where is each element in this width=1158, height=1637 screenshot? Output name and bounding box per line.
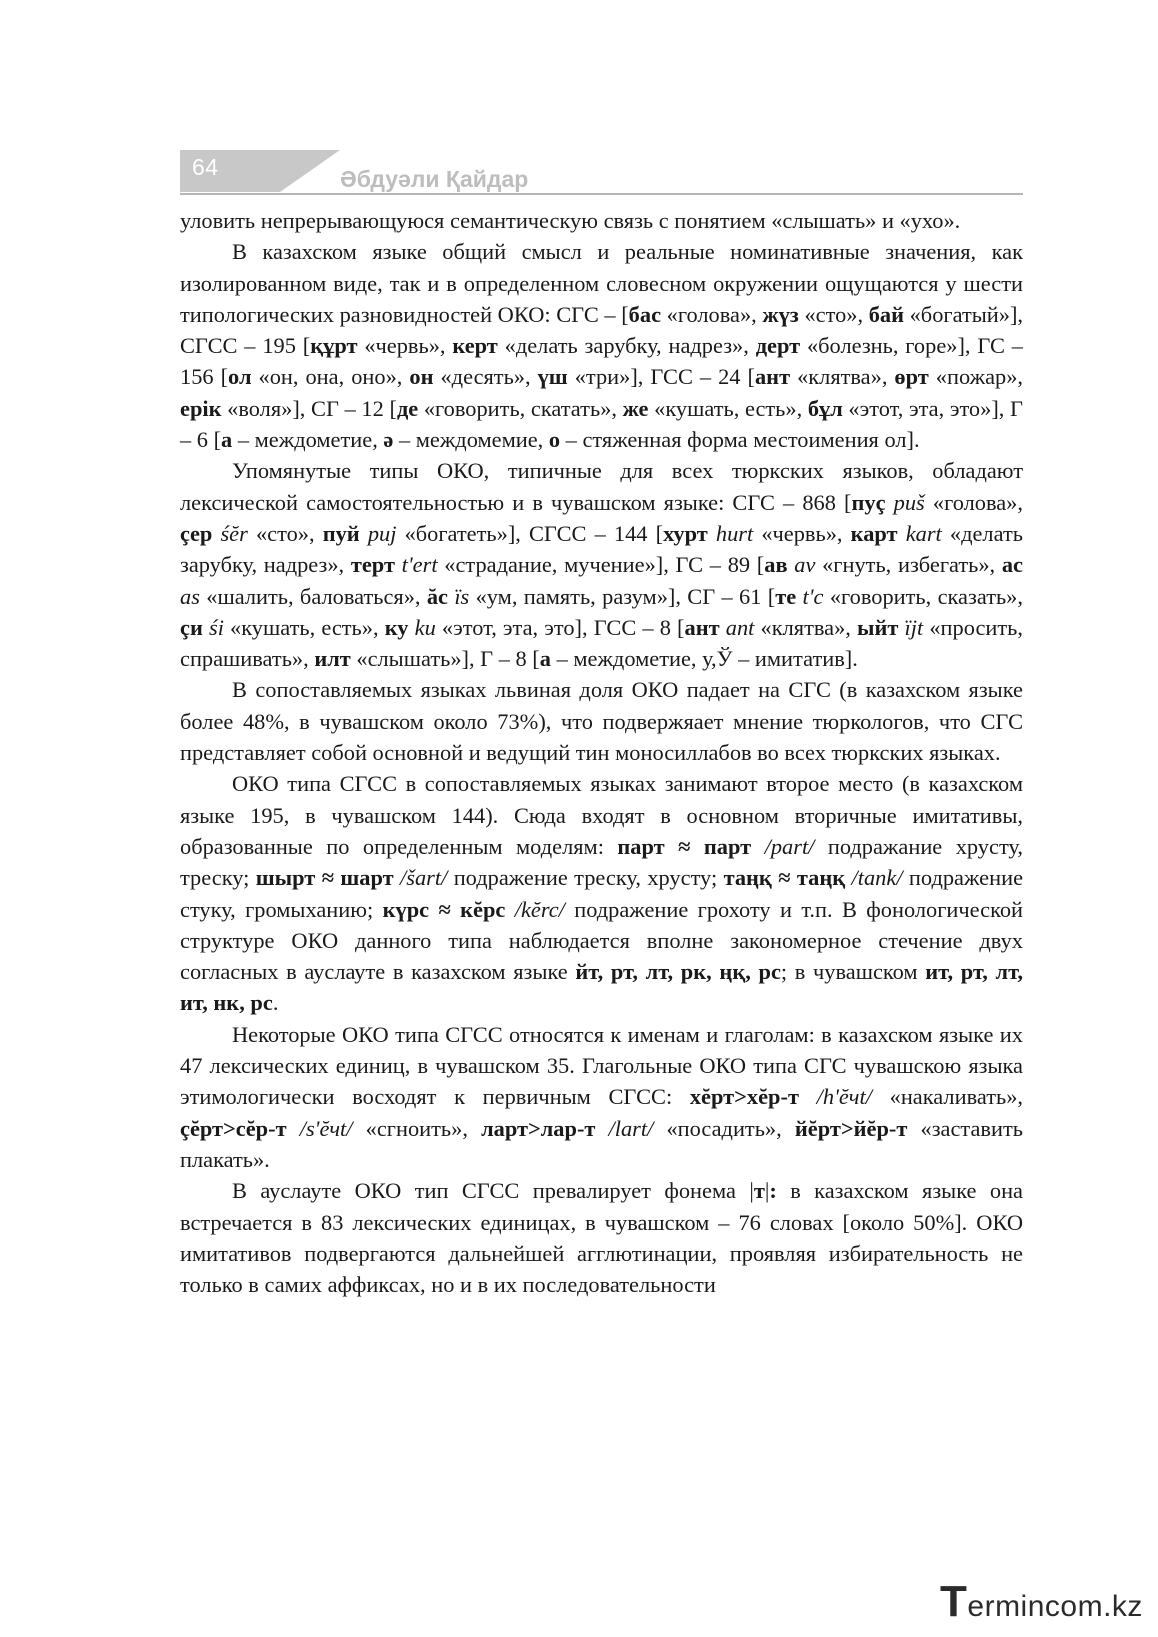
text-segment: уловить непрерывающуюся семантическую связь с понятием «слышать» и «ухо». [180, 208, 961, 233]
text-segment: «пожар», [928, 364, 1023, 390]
transcription-italic: av [794, 552, 816, 578]
paragraph-3 [180, 455, 1023, 674]
term-bold: ол [228, 364, 252, 390]
text-segment: «богатый»], СГСС – 195 [ [180, 301, 1023, 359]
page-number: 64 [192, 154, 219, 180]
watermark-text: erminc [967, 1590, 1061, 1623]
term-bold: ларт>лар-т [481, 1115, 596, 1141]
term-bold: ăс [426, 583, 448, 609]
transcription-italic: ku [414, 614, 436, 640]
term-bold: таңқ ≈ таңқ [723, 865, 846, 891]
text-segment: подражание хрусту, треску; [180, 833, 1023, 891]
transcription-italic: /s'ĕчt/ [299, 1115, 353, 1141]
transcription-italic: /tank/ [851, 865, 903, 891]
text-segment: подражение треску, хрусту; [447, 865, 724, 891]
term-bold: т [753, 1178, 765, 1204]
text-segment: «слышать»], Г – 8 [ [350, 646, 540, 672]
term-bold: çи [180, 614, 203, 640]
term-bold: çĕрт>сĕр-т [180, 1115, 287, 1141]
transcription-italic: /h'ĕчt/ [816, 1084, 872, 1110]
watermark-text: m.kz [1077, 1590, 1143, 1623]
term-bold: үш [537, 364, 568, 390]
term-bold: ит, рт, лт, ит, нк, рс [180, 959, 1023, 1016]
text-segment: «кушать, есть», [223, 614, 385, 640]
text-segment: в казахском языке она встречается в 83 лексических единицах, в чувашском – 76 словах [около 50%]. ОКО имитативов подвергаются дальнейшей агглютинации, проявляя избирательность не только в самих аффиксах, но и в их последовательности [180, 1178, 1023, 1298]
term-bold: о [548, 427, 561, 453]
term-bold: çер [180, 520, 213, 546]
text-segment: «страдание, мучение»], ГС – 89 [ [437, 552, 765, 578]
text-segment: «сто», [798, 301, 869, 327]
term-bold: карт [850, 520, 898, 546]
term-bold: илт [314, 646, 351, 672]
header-rule [180, 193, 1023, 195]
transcription-italic: as [180, 583, 200, 609]
transcription-italic: kart [905, 520, 942, 546]
text-segment: Некоторые ОКО типа СГСС относятся к именам и глаголам: в казахском языке их 47 лексических единиц, в чувашском 35. Глагольные ОКО типа СГС чувашскою языка этимологически восходят к первичным СГСС: [180, 1021, 1023, 1110]
term-bold: күрс ≈ кĕрс [382, 896, 506, 922]
transcription-italic: t'ert [401, 552, 438, 578]
term-bold: бас [628, 301, 662, 327]
text-segment: подражение грохоту и т.п. В фонологической структуре ОКО данного типа наблюдается вполне закономерное стечение двух согласных в ауслауте в казахском языке [180, 896, 1024, 985]
text-segment: «посадить», [653, 1115, 795, 1141]
text-segment: «просить, спрашивать», [180, 614, 1023, 672]
text-segment: | [764, 1178, 770, 1204]
running-header-author: Әбдуәли Қайдар [340, 166, 529, 192]
term-bold: ав [764, 552, 788, 578]
transcription-italic: t'c [802, 583, 824, 609]
paragraph-4 [180, 674, 1023, 768]
text-segment: «клятва», [754, 614, 857, 640]
text-segment: «ум, память, разум»], СГ – 61 [ [469, 583, 776, 609]
transcription-italic: /part/ [764, 833, 815, 859]
text-segment: «кушать, есть», [648, 395, 808, 421]
page-number-tab-shape [280, 150, 340, 192]
text-segment: «заставить плакать». [180, 1115, 1023, 1172]
transcription-italic: /šart/ [400, 865, 448, 891]
text-segment: «червь», [753, 520, 851, 546]
term-bold: жүз [762, 301, 799, 327]
text-segment: – междометие, у,Ў – имитатив]. [550, 646, 858, 672]
text-segment: – междомемие, [393, 427, 549, 453]
paragraph-2 [180, 236, 1023, 455]
term-bold: ә [383, 427, 394, 453]
transcription-italic: ïs [454, 583, 470, 609]
transcription-italic: śi [208, 614, 224, 640]
text-segment: «голова», [661, 301, 763, 327]
term-bold: парт ≈ парт [617, 833, 752, 859]
paragraph-7 [180, 1175, 1023, 1300]
text-segment: «клятва», [790, 364, 895, 390]
term-bold: йĕрт>йĕр-т [794, 1115, 908, 1141]
text-segment: «делать зарубку, надрез», [497, 333, 756, 359]
term-bold: ант [684, 614, 720, 640]
term-bold: хĕрт>хĕр-т [689, 1084, 799, 1110]
transcription-italic: hurt [715, 520, 754, 546]
transcription-italic: puj [367, 520, 397, 546]
text-segment: «говорить, сказать», [823, 583, 1023, 609]
text-segment: Упомянутые типы ОКО, типичные для всех тюркских языков, обладают лексической самостоятельностью и в чувашском языке: СГС – 868 [ [180, 458, 1023, 515]
term-bold: а [221, 427, 233, 453]
transcription-italic: ïjt [904, 614, 924, 640]
text-segment: «голова», [924, 489, 1023, 515]
paragraph-1 [180, 205, 1023, 236]
watermark-letter: T [940, 1577, 968, 1626]
text-segment: «гнуть, избегать», [815, 552, 1002, 578]
transcription-italic: /kĕrc/ [514, 896, 565, 922]
text-segment: «этот, эта, это], ГСС – 8 [ [435, 614, 685, 640]
term-bold: : [769, 1178, 777, 1204]
text-segment: . [272, 990, 279, 1016]
term-bold: те [775, 583, 797, 609]
term-bold: хурт [663, 520, 708, 546]
text-segment: «говорить, скатать», [418, 395, 623, 421]
text-segment: «накаливать», [871, 1084, 1023, 1110]
text-segment: подражение стуку, громыханию; [180, 865, 1024, 922]
text-segment: ; в чувашском [780, 959, 926, 985]
term-bold: йт, рт, лт, рк, ңқ, рс [575, 959, 781, 985]
text-segment: – междометие, [232, 427, 384, 453]
term-bold: ас [1001, 552, 1023, 578]
text-segment: «шалить, баловаться», [199, 583, 427, 609]
text-segment: «воля»], СГ – 12 [ [221, 395, 397, 421]
watermark-text: o [1060, 1590, 1078, 1623]
term-bold: шырт ≈ шарт [255, 865, 394, 891]
text-segment: В ауслауте ОКО тип СГСС превалирует фонема | [232, 1178, 754, 1204]
text-segment: «он, она, оно», [251, 364, 410, 390]
term-bold: он [409, 364, 434, 390]
text-segment: В сопоставляемых языках львиная доля ОКО падает на СГС (в казахском языке более 48%, в чувашском около 73%), что подвержяает мнение тюркологов, что СГС представляет собой основной и ведущий тин моносиллабов во всех тюркских языках. [180, 677, 1023, 766]
transcription-italic: śĕr [220, 520, 248, 546]
text-segment: «богатеть»], СГСС – 144 [ [396, 520, 664, 546]
text-segment: «три»], ГСС – 24 [ [567, 364, 755, 390]
text-segment: «десять», [433, 364, 538, 390]
term-bold: ку [384, 614, 409, 640]
text-segment: «этот, эта, это»], Г – 6 [ [180, 395, 1023, 453]
term-bold: өрт [894, 364, 929, 390]
text-segment: ОКО типа СГСС в сопоставляемых языках занимают второе место (в казахском языке 195, в чувашском 144). Сюда входят в основном вторичные имитативы, образованные по определенным моделям: [180, 771, 1023, 859]
text-segment: «сгноить», [352, 1115, 482, 1141]
term-bold: керт [452, 333, 498, 359]
text-segment: «делать зарубку, надрез», [180, 520, 1023, 578]
page-body [180, 205, 1023, 1300]
term-bold: же [622, 395, 649, 421]
text-segment: В казахском языке общий смысл и реальные номинативные значения, как изолированном виде, так и в определенном словесном окружении ощущаются у шести типологических разновидностей ОКО: СГС – [ [180, 239, 1023, 327]
text-segment: «болезнь, горе»], ГС – 156 [ [180, 333, 1023, 390]
site-watermark [940, 1577, 1143, 1627]
transcription-italic: ant [725, 614, 755, 640]
term-bold: ант [754, 364, 791, 390]
transcription-italic: /lart/ [608, 1115, 654, 1141]
paragraph-6 [180, 1019, 1023, 1175]
paragraph-5 [180, 768, 1023, 1018]
term-bold: бұл [807, 395, 843, 421]
text-segment: – стяженная форма местоимения ол]. [560, 427, 920, 453]
term-bold: пуй [322, 520, 360, 546]
term-bold: ерік [180, 395, 222, 421]
term-bold: пуç [851, 489, 886, 515]
transcription-italic: puš [893, 489, 925, 515]
running-header [180, 150, 1023, 196]
term-bold: де [396, 395, 419, 421]
term-bold: бай [868, 301, 904, 327]
text-segment: «червь», [357, 333, 453, 359]
term-bold: құрт [310, 333, 358, 359]
term-bold: дерт [755, 333, 801, 359]
text-segment: «сто», [247, 520, 323, 546]
term-bold: ыйт [857, 614, 899, 640]
term-bold: терт [350, 552, 395, 578]
term-bold: а [539, 646, 551, 672]
